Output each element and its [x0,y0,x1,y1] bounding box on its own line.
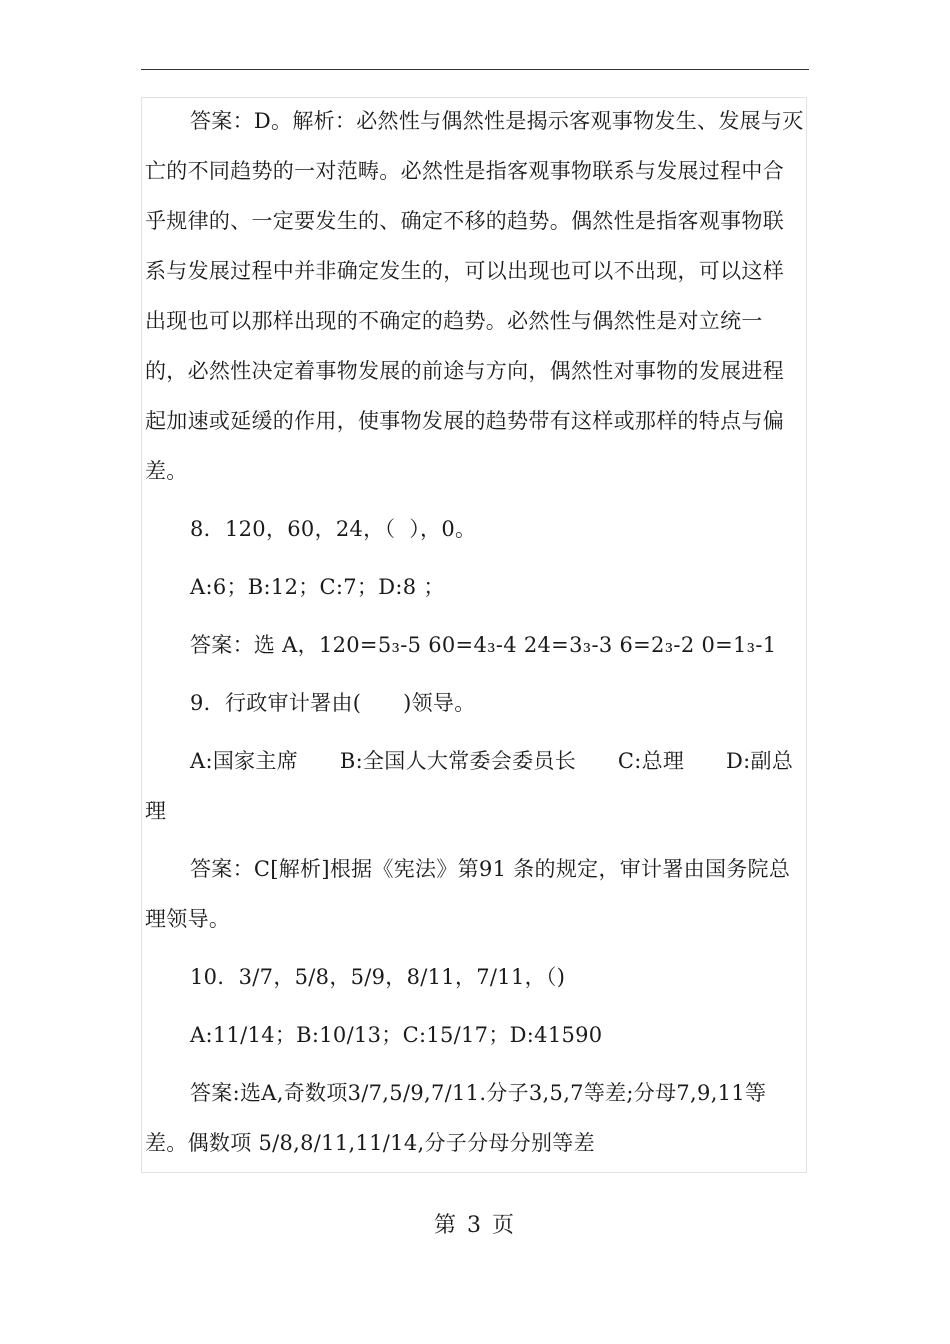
answer-7-explanation: 答案：D。解析：必然性与偶然性是揭示客观事物发生、发展与灭亡的不同趋势的一对范畴。必然性是指客观事物联系与发展过程中合乎规律的、一定要发生的、确定不移的趋势。偶然性是指客观事物联系与发展过程中并非确定发生的，可以出现也可以不出现，可以这样出现也可以那样出现的不确定的趋势。必然性与偶然性是对立统一的，必然性决定着事物发展的前途与方向，偶然性对事物的发展进程起加速或延缓的作用，使事物发展的趋势带有这样或那样的特点与偏差。 [145,109,804,483]
question-10-options: A:11/14；B:10/13；C:15/17；D:41590 [190,1023,603,1047]
header-rule [141,69,809,70]
question-8: 8．120，60，24，（ ），0。 [190,517,477,541]
document-content [141,97,807,1173]
question-10: 10．3/7，5/8，5/9，8/11，7/11，（) [190,965,566,989]
question-9: 9．行政审计署由( )领导。 [190,691,476,715]
answer-9: 答案：C[解析]根据《宪法》第91 条的规定，审计署由国务院总理领导。 [145,857,791,931]
question-8-options: A:6；B:12；C:7；D:8 ； [190,575,445,599]
question-9-options: A:国家主席 B:全国人大常委会委员长 C:总理 D:副总理 [145,749,794,823]
page-number: 第 3 页 [434,1213,516,1238]
answer-10: 答案:选A,奇数项3/7,5/9,7/11.分子3,5,7等差;分母7,9,11等差。偶数项 5/8,8/11,11/14,分子分母分别等差 [145,1081,767,1155]
answer-8: 答案：选 A，120=5₃-5 60=4₃-4 24=3₃-3 6=2₃-2 0=1₃-1 [190,633,777,657]
